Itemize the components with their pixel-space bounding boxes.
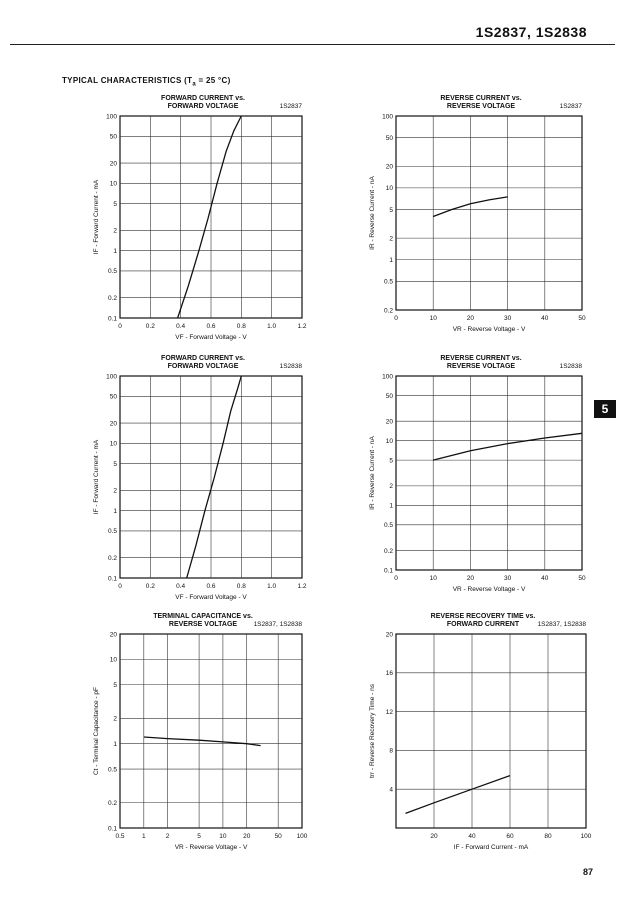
chart-device-label: 1S2838 bbox=[559, 363, 582, 370]
y-tick-label: 8 bbox=[389, 747, 393, 755]
y-tick-label: 10 bbox=[109, 440, 117, 448]
y-axis-label: trr - Reverse Recovery Time - ns bbox=[369, 684, 376, 778]
chart-device-label: 1S2838 bbox=[279, 363, 302, 370]
y-tick-label: 5 bbox=[113, 460, 117, 468]
chart-capacitance bbox=[0, 606, 320, 851]
x-axis-label: VR - Reverse Voltage - V bbox=[452, 586, 526, 593]
chart-title-line1: REVERSE CURRENT vs. bbox=[440, 355, 522, 362]
y-tick-label: 20 bbox=[109, 631, 117, 639]
x-tick-label: 0.2 bbox=[145, 583, 155, 590]
x-tick-label: 0.8 bbox=[236, 583, 246, 590]
y-tick-label: 100 bbox=[106, 113, 117, 121]
x-tick-label: 5 bbox=[197, 833, 201, 840]
y-tick-label: 10 bbox=[385, 185, 393, 193]
chart-title-line2: REVERSE VOLTAGE bbox=[168, 621, 238, 628]
y-tick-label: 2 bbox=[389, 483, 393, 491]
y-tick-label: 50 bbox=[109, 133, 117, 141]
x-axis-label: VF - Forward Voltage - V bbox=[175, 594, 247, 601]
x-tick-label: 1.2 bbox=[297, 323, 307, 330]
y-tick-label: 0.1 bbox=[107, 575, 117, 583]
x-tick-label: 50 bbox=[578, 315, 586, 322]
chart-title-line1: REVERSE CURRENT vs. bbox=[440, 95, 522, 102]
y-tick-label: 5 bbox=[389, 206, 393, 214]
section-title-tail: = 25 °C) bbox=[195, 76, 231, 85]
series-line bbox=[178, 116, 242, 318]
x-tick-label: 50 bbox=[578, 575, 586, 582]
plot-frame bbox=[396, 634, 586, 828]
x-tick-label: 0.4 bbox=[176, 323, 186, 330]
x-tick-label: 10 bbox=[429, 575, 437, 582]
page-number: 87 bbox=[582, 867, 593, 877]
x-tick-label: 30 bbox=[503, 575, 512, 582]
y-tick-label: 1 bbox=[113, 247, 117, 255]
y-tick-label: 0.2 bbox=[383, 307, 393, 315]
chart-title-line2: FORWARD CURRENT bbox=[446, 621, 520, 628]
y-tick-label: 0.5 bbox=[107, 766, 117, 774]
y-tick-label: 0.1 bbox=[107, 315, 117, 323]
series-line bbox=[144, 737, 261, 746]
x-tick-label: 0.4 bbox=[176, 583, 186, 590]
chart-title-line1: REVERSE RECOVERY TIME vs. bbox=[430, 613, 536, 620]
x-tick-label: 1.2 bbox=[297, 583, 307, 590]
y-tick-label: 0.2 bbox=[107, 799, 117, 807]
x-axis-label: VF - Forward Voltage - V bbox=[175, 334, 247, 341]
x-tick-label: 1 bbox=[141, 833, 146, 840]
y-axis-label: IR - Reverse Current - nA bbox=[369, 436, 376, 510]
section-tab: 5 bbox=[594, 400, 616, 418]
section-title bbox=[62, 76, 231, 88]
x-tick-label: 10 bbox=[429, 315, 437, 322]
y-tick-label: 20 bbox=[385, 163, 393, 171]
y-tick-label: 5 bbox=[113, 682, 117, 690]
chart-device-label: 1S2837 bbox=[279, 103, 302, 110]
y-tick-label: 10 bbox=[385, 437, 393, 445]
y-tick-label: 0.2 bbox=[107, 555, 117, 563]
chart-title-line2: FORWARD VOLTAGE bbox=[167, 363, 239, 370]
y-tick-label: 10 bbox=[109, 180, 117, 188]
y-tick-label: 5 bbox=[389, 457, 393, 465]
y-tick-label: 20 bbox=[109, 420, 117, 428]
x-tick-label: 0.2 bbox=[145, 323, 155, 330]
chart-device-label: 1S2837 bbox=[559, 103, 582, 110]
y-tick-label: 20 bbox=[385, 631, 393, 639]
y-axis-label: IR - Reverse Current - nA bbox=[369, 176, 376, 250]
header-rule bbox=[10, 44, 615, 45]
x-tick-label: 0.6 bbox=[206, 323, 216, 330]
y-tick-label: 100 bbox=[382, 113, 393, 121]
x-tick-label: 10 bbox=[219, 833, 227, 840]
x-tick-label: 30 bbox=[503, 315, 512, 322]
x-tick-label: 0 bbox=[394, 575, 398, 582]
x-tick-label: 100 bbox=[296, 833, 308, 840]
plot-frame bbox=[396, 116, 582, 310]
x-tick-label: 1.0 bbox=[267, 583, 277, 590]
y-tick-label: 2 bbox=[113, 487, 117, 495]
y-tick-label: 50 bbox=[385, 392, 393, 400]
x-tick-label: 40 bbox=[468, 833, 476, 840]
x-tick-label: 60 bbox=[506, 833, 514, 840]
x-tick-label: 40 bbox=[541, 575, 549, 582]
x-tick-label: 20 bbox=[243, 833, 251, 840]
y-axis-label: Ct - Terminal Capacitance - pF bbox=[93, 686, 100, 776]
plot-frame bbox=[120, 634, 302, 828]
chart-reverse-1s2838 bbox=[330, 348, 621, 608]
x-tick-label: 0 bbox=[118, 323, 122, 330]
y-tick-label: 2 bbox=[389, 235, 393, 243]
y-tick-label: 50 bbox=[109, 393, 117, 401]
y-tick-label: 10 bbox=[109, 656, 117, 664]
x-axis-label: VR - Reverse Voltage - V bbox=[452, 326, 526, 333]
y-tick-label: 0.5 bbox=[107, 528, 117, 536]
y-tick-label: 12 bbox=[385, 708, 393, 716]
x-tick-label: 20 bbox=[430, 833, 438, 840]
y-tick-label: 20 bbox=[385, 418, 393, 426]
x-tick-label: 0.6 bbox=[206, 583, 216, 590]
document-title: 1S2837, 1S2838 bbox=[475, 24, 587, 40]
y-tick-label: 4 bbox=[389, 786, 393, 794]
chart-title-line1: FORWARD CURRENT vs. bbox=[161, 95, 245, 102]
y-tick-label: 20 bbox=[109, 160, 117, 168]
x-tick-label: 100 bbox=[580, 833, 592, 840]
x-tick-label: 0 bbox=[118, 583, 122, 590]
y-tick-label: 1 bbox=[389, 257, 393, 265]
x-tick-label: 50 bbox=[274, 833, 282, 840]
plot-frame bbox=[396, 376, 582, 570]
chart-device-label: 1S2837, 1S2838 bbox=[537, 621, 586, 628]
y-tick-label: 100 bbox=[106, 373, 117, 381]
y-tick-label: 5 bbox=[113, 200, 117, 208]
chart-forward-1s2837 bbox=[0, 88, 320, 348]
x-tick-label: 0.8 bbox=[236, 323, 246, 330]
chart-title-line2: REVERSE VOLTAGE bbox=[446, 363, 516, 370]
y-tick-label: 16 bbox=[385, 670, 393, 678]
chart-device-label: 1S2837, 1S2838 bbox=[253, 621, 302, 628]
x-tick-label: 1.0 bbox=[267, 323, 277, 330]
y-tick-label: 100 bbox=[382, 373, 393, 381]
x-tick-label: 80 bbox=[544, 833, 552, 840]
x-axis-label: VR - Reverse Voltage - V bbox=[174, 844, 248, 851]
y-tick-label: 0.5 bbox=[107, 268, 117, 276]
x-tick-label: 0.5 bbox=[115, 833, 125, 840]
chart-title-line1: FORWARD CURRENT vs. bbox=[161, 355, 245, 362]
y-tick-label: 2 bbox=[113, 715, 117, 723]
series-line bbox=[406, 776, 511, 814]
chart-recovery-time bbox=[330, 606, 621, 851]
x-axis-label: IF - Forward Current - mA bbox=[453, 844, 529, 851]
series-line bbox=[187, 376, 242, 578]
y-tick-label: 2 bbox=[113, 227, 117, 235]
y-tick-label: 0.1 bbox=[383, 567, 393, 575]
chart-title-line1: TERMINAL CAPACITANCE vs. bbox=[153, 613, 253, 620]
y-tick-label: 50 bbox=[385, 134, 393, 142]
y-tick-label: 0.2 bbox=[383, 547, 393, 555]
x-tick-label: 40 bbox=[541, 315, 549, 322]
y-tick-label: 1 bbox=[113, 507, 117, 515]
y-tick-label: 0.2 bbox=[107, 295, 117, 303]
y-axis-label: IF - Forward Current - mA bbox=[93, 439, 100, 515]
y-axis-label: IF - Forward Current - mA bbox=[93, 179, 100, 255]
x-tick-label: 0 bbox=[394, 315, 398, 322]
x-tick-label: 20 bbox=[466, 315, 475, 322]
x-tick-label: 2 bbox=[165, 833, 170, 840]
chart-title-line2: REVERSE VOLTAGE bbox=[446, 103, 516, 110]
y-tick-label: 1 bbox=[113, 740, 117, 748]
chart-title-line2: FORWARD VOLTAGE bbox=[167, 103, 239, 110]
x-tick-label: 20 bbox=[466, 575, 475, 582]
y-tick-label: 1 bbox=[389, 502, 393, 510]
section-title-sub: a bbox=[192, 81, 196, 88]
chart-forward-1s2838 bbox=[0, 348, 320, 608]
y-tick-label: 0.5 bbox=[383, 522, 393, 530]
section-title-text: TYPICAL CHARACTERISTICS (T bbox=[62, 76, 193, 85]
y-tick-label: 0.5 bbox=[383, 278, 393, 286]
chart-reverse-1s2837 bbox=[330, 88, 621, 348]
y-tick-label: 0.1 bbox=[107, 825, 117, 833]
